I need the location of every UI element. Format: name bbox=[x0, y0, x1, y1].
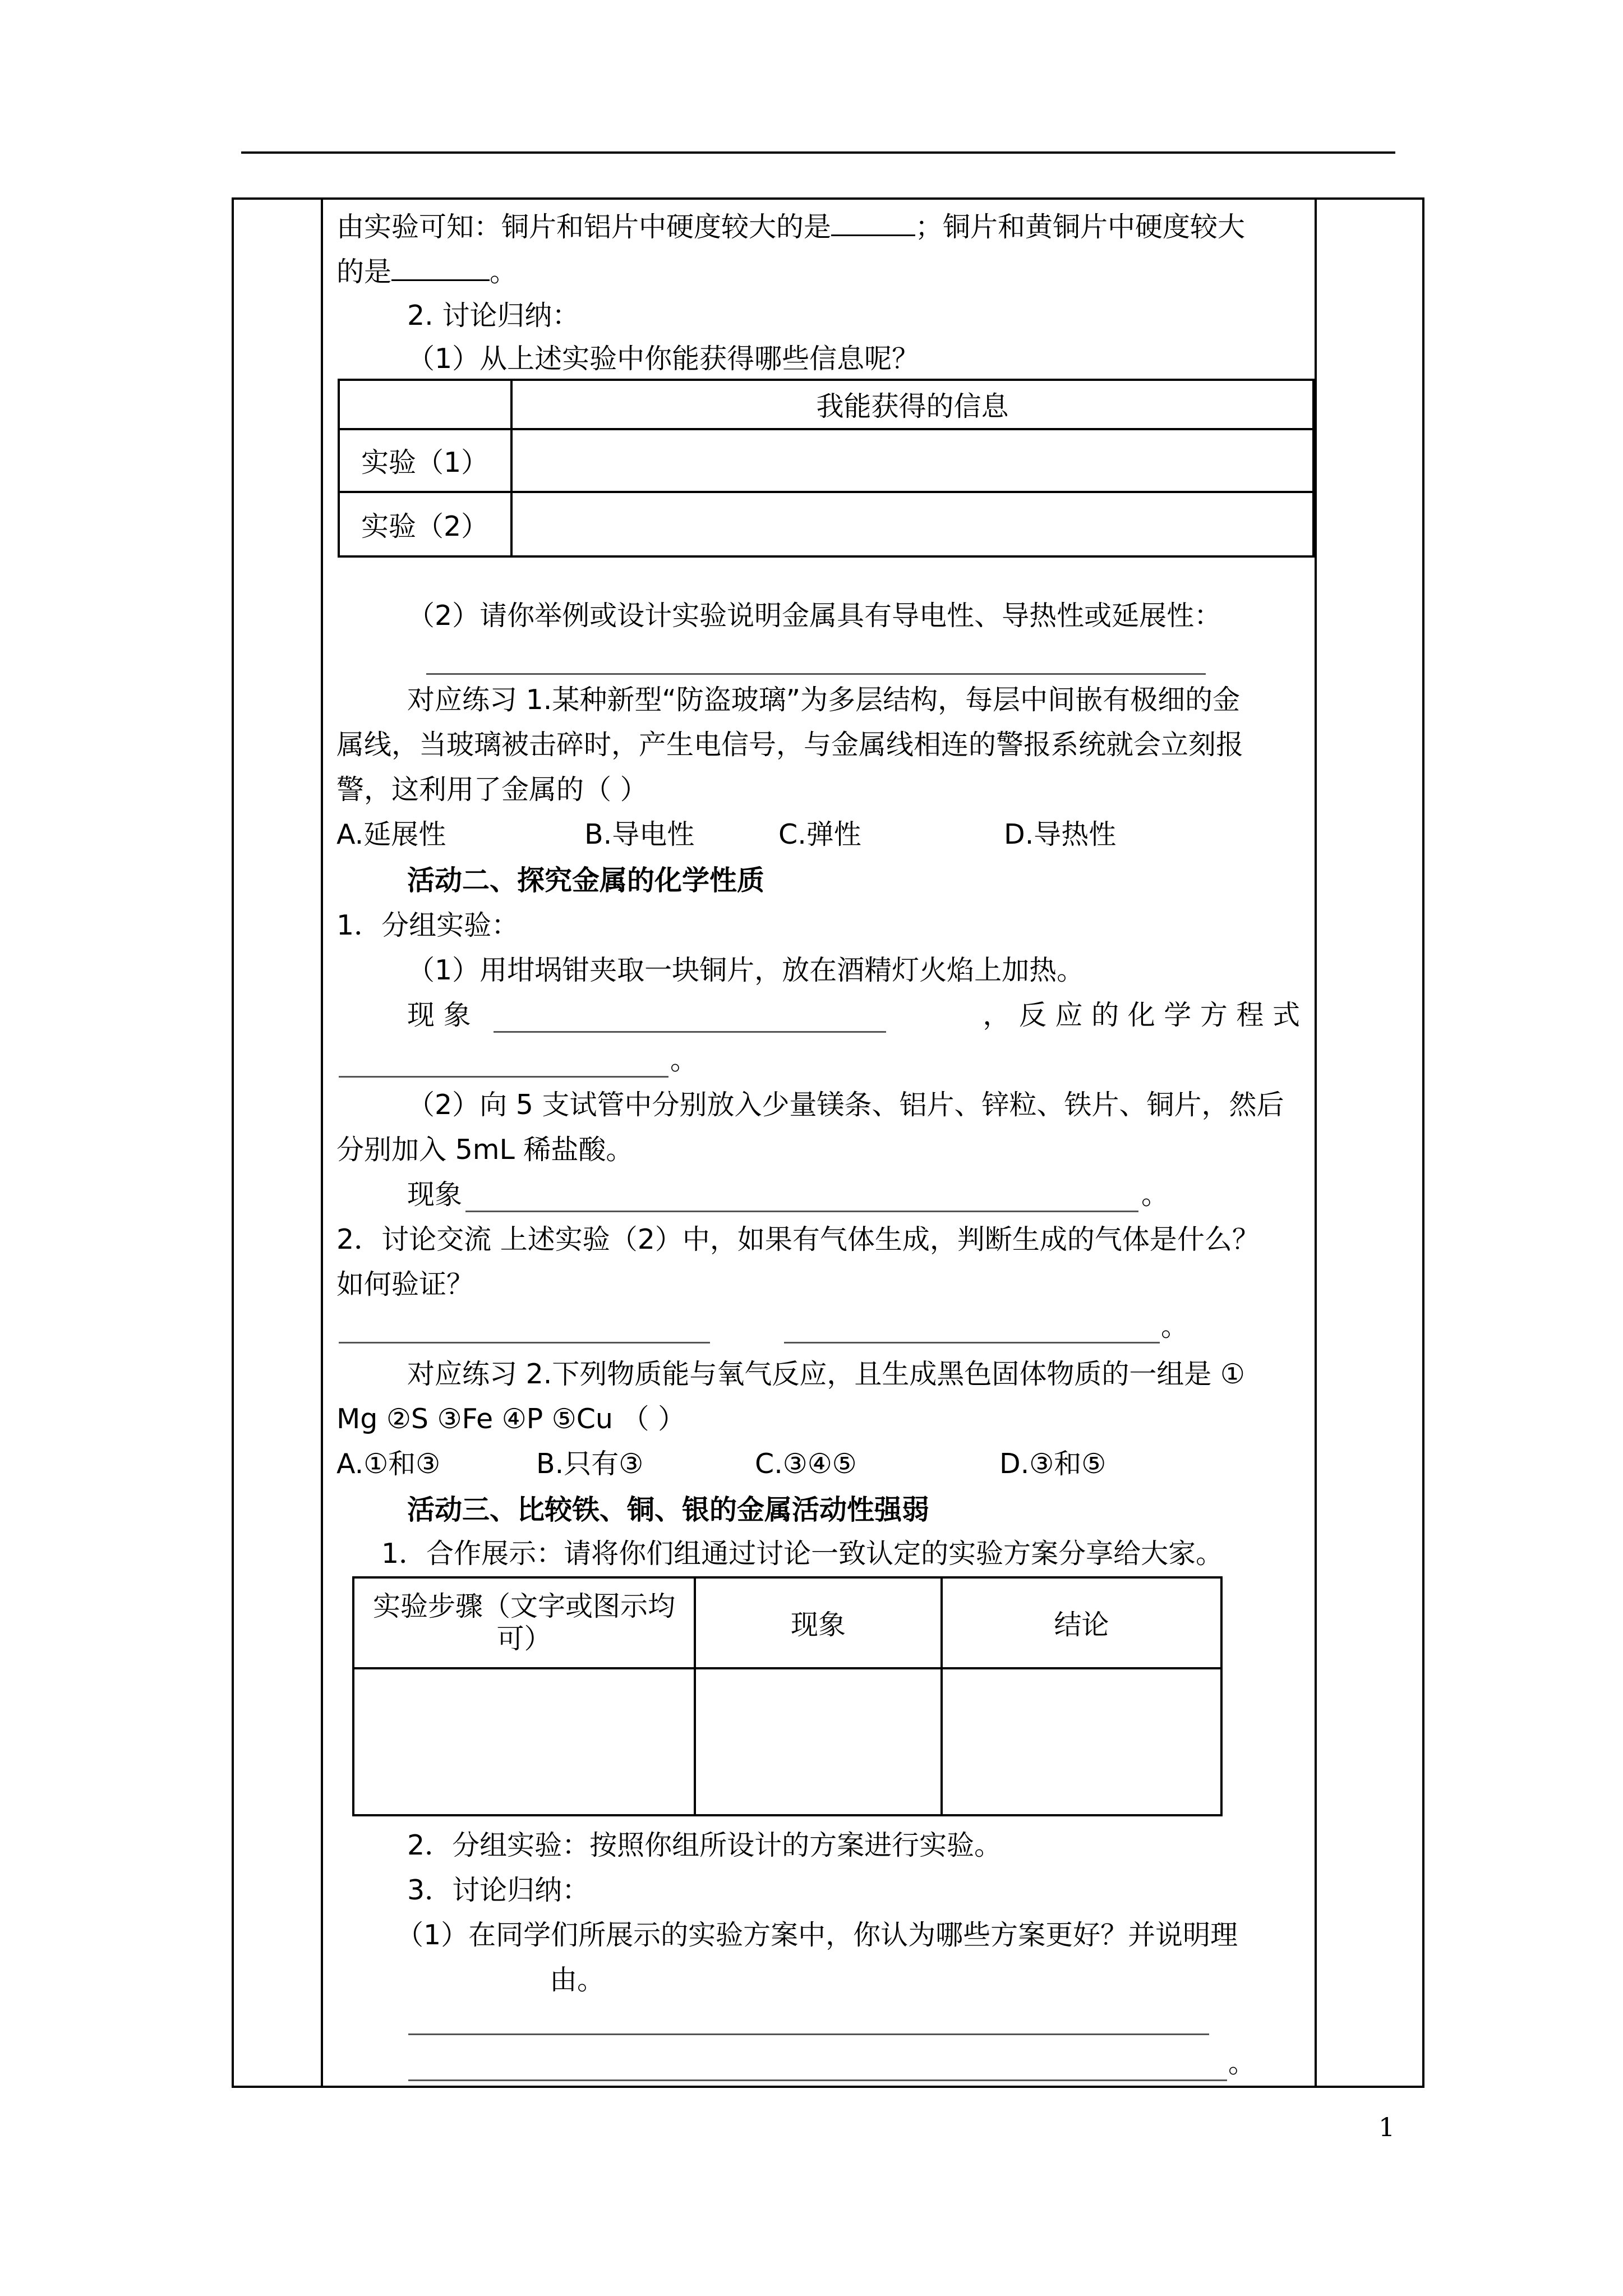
activity-3-step-2: 2．分组实验：按照你组所设计的方案进行实验。 bbox=[407, 1829, 1002, 1861]
info-row-input[interactable] bbox=[511, 492, 1313, 556]
plan-header-conclusion: 结论 bbox=[942, 1577, 1221, 1668]
period: 。 bbox=[1141, 1179, 1169, 1211]
activity-2-step-2-line-1: 2．讨论交流 上述实验（2）中，如果有气体生成，判断生成的气体是什么？ bbox=[336, 1223, 1260, 1255]
exercise-1-line-2: 属线，当玻璃被击碎时，产生电信号，与金属线相连的警报系统就会立刻报 bbox=[336, 729, 1244, 761]
exercise-2-option-a[interactable]: A.①和③ bbox=[336, 1448, 441, 1480]
plan-cell-phenomenon[interactable] bbox=[695, 1668, 942, 1815]
exercise-1-option-c[interactable]: C.弹性 bbox=[778, 818, 861, 850]
info-table-corner bbox=[339, 380, 511, 429]
phenomenon-blank[interactable] bbox=[494, 1031, 886, 1033]
activity-3-step-3: 3．讨论归纳： bbox=[407, 1874, 590, 1906]
exercise-2-option-d[interactable]: D.③和⑤ bbox=[999, 1448, 1106, 1480]
period: 。 bbox=[1228, 2047, 1256, 2079]
info-row-label: 实验（1） bbox=[339, 429, 511, 492]
phenomenon-label: 现 象 bbox=[407, 999, 471, 1031]
conclusion-text-b: ；铜片和黄铜片中硬度较大 bbox=[915, 211, 1246, 243]
answer-line[interactable] bbox=[784, 1342, 1160, 1343]
conclusion-line-1 bbox=[336, 209, 1245, 244]
page-number: 1 bbox=[1378, 2112, 1395, 2142]
conclusion-line-2 bbox=[336, 254, 517, 289]
info-row-input[interactable] bbox=[511, 429, 1313, 492]
answer-line[interactable] bbox=[426, 673, 1206, 675]
activity-2-step-1-2-line-1: （2）向 5 支试管中分别放入少量镁条、铝片、锌粒、铁片、铜片，然后 bbox=[407, 1089, 1284, 1121]
exercise-2-line-1: 对应练习 2.下列物质能与氧气反应，且生成黑色固体物质的一组是 ① bbox=[407, 1358, 1245, 1390]
exercise-1-option-a[interactable]: A.延展性 bbox=[336, 818, 446, 850]
plan-header-steps-line-1: 实验步骤（文字或图示均 bbox=[372, 1590, 675, 1622]
exercise-1-option-d[interactable]: D.导热性 bbox=[1004, 818, 1117, 850]
exercise-1-option-b[interactable]: B.导电性 bbox=[584, 818, 695, 850]
activity-3-step-3-1-line-2: 由。 bbox=[550, 1964, 605, 1996]
conclusion-text-c: 的是 bbox=[336, 256, 392, 288]
activity-2-title: 活动二、探究金属的化学性质 bbox=[407, 864, 765, 896]
phenomenon-2-blank[interactable] bbox=[465, 1211, 1138, 1212]
exercise-1-line-1: 对应练习 1.某种新型“防盗玻璃”为多层结构，每层中间嵌有极细的金 bbox=[407, 684, 1241, 716]
activity-2-step-1-2-line-2: 分别加入 5mL 稀盐酸。 bbox=[336, 1134, 634, 1166]
plan-header-phenomenon: 现象 bbox=[695, 1577, 942, 1668]
answer-blank[interactable] bbox=[831, 209, 915, 236]
info-table bbox=[338, 379, 1315, 558]
column-divider-right bbox=[1315, 197, 1317, 2088]
exercise-2-line-2: Mg ②S ③Fe ④P ⑤Cu （ ） bbox=[336, 1403, 686, 1435]
answer-blank[interactable] bbox=[391, 254, 490, 281]
exercise-2-option-c[interactable]: C.③④⑤ bbox=[755, 1448, 857, 1480]
answer-line[interactable] bbox=[408, 2079, 1227, 2081]
exercise-1-line-3: 警，这利用了金属的（ ） bbox=[336, 774, 648, 806]
activity-3-step-3-1-line-1: （1）在同学们所展示的实验方案中，你认为哪些方案更好？并说明理 bbox=[396, 1919, 1238, 1951]
activity-3-step-1: 1．合作展示：请将你们组通过讨论一致认定的实验方案分享给大家。 bbox=[381, 1538, 1224, 1570]
answer-line[interactable] bbox=[408, 2033, 1209, 2035]
column-divider-left bbox=[321, 197, 323, 2088]
discussion-heading: 2. 讨论归纳： bbox=[407, 300, 580, 332]
activity-3-title: 活动三、比较铁、铜、银的金属活动性强弱 bbox=[407, 1494, 930, 1526]
plan-cell-steps[interactable] bbox=[353, 1668, 695, 1815]
discussion-question-2: （2）请你举例或设计实验说明金属具有导电性、导热性或延展性： bbox=[407, 600, 1222, 632]
conclusion-text-d: 。 bbox=[490, 256, 518, 288]
period: 。 bbox=[1161, 1310, 1189, 1342]
phenomenon-2-label: 现象 bbox=[407, 1179, 463, 1211]
activity-2-step-1: 1．分组实验： bbox=[336, 909, 519, 941]
equation-prompt: ， 反 应 的 化 学 方 程 式 bbox=[983, 999, 1300, 1031]
conclusion-text-a: 由实验可知：铜片和铝片中硬度较大的是 bbox=[336, 211, 832, 243]
activity-2-step-1-1: （1）用坩埚钳夹取一块铜片，放在酒精灯火焰上加热。 bbox=[407, 954, 1085, 986]
info-table-header: 我能获得的信息 bbox=[511, 380, 1313, 429]
discussion-question-1: （1）从上述实验中你能获得哪些信息呢？ bbox=[407, 343, 920, 375]
answer-line[interactable] bbox=[339, 1342, 710, 1343]
activity-2-step-2-line-2: 如何验证？ bbox=[336, 1268, 474, 1300]
exercise-2-option-b[interactable]: B.只有③ bbox=[536, 1448, 644, 1480]
plan-header-steps bbox=[353, 1577, 695, 1668]
period: 。 bbox=[670, 1044, 698, 1076]
plan-header-steps-line-2: 可） bbox=[496, 1623, 552, 1655]
info-row-label: 实验（2） bbox=[339, 492, 511, 556]
equation-blank[interactable] bbox=[339, 1076, 668, 1078]
header-rule bbox=[241, 151, 1395, 154]
plan-cell-conclusion[interactable] bbox=[942, 1668, 1221, 1815]
plan-table bbox=[352, 1576, 1223, 1816]
